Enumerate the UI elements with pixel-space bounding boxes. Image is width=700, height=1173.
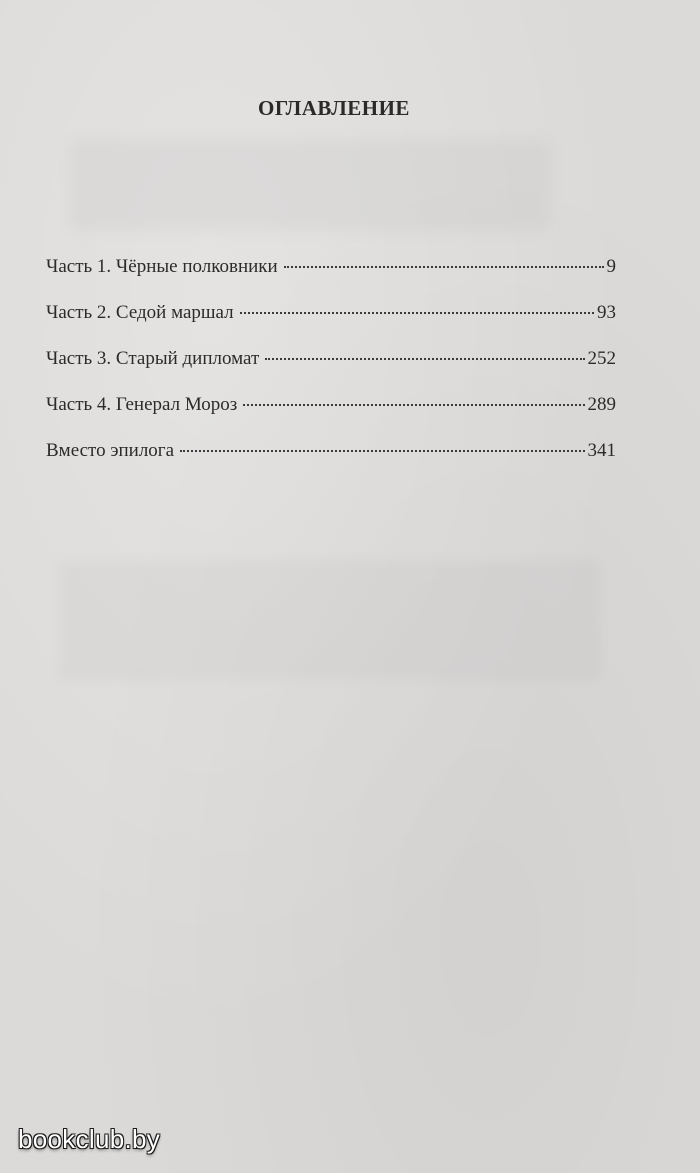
- toc-entry-label: Часть 4. Генерал Мороз: [46, 394, 238, 415]
- toc-entry-label: Часть 2. Седой маршал: [46, 302, 234, 323]
- dot-leader: [240, 312, 594, 314]
- toc-entry: [46, 440, 616, 470]
- dot-leader: [180, 450, 584, 452]
- dot-leader: [284, 266, 604, 268]
- toc-entry-page: 289: [587, 394, 616, 415]
- page-title: ОГЛАВЛЕНИЕ: [258, 96, 410, 120]
- bleed-through-shadow: [60, 560, 600, 680]
- table-of-contents: [46, 256, 616, 486]
- toc-entry-page: 252: [587, 348, 616, 369]
- toc-entry-label: Часть 3. Старый дипломат: [46, 348, 260, 369]
- toc-entry: [46, 256, 616, 286]
- toc-entry-page: 341: [587, 440, 616, 461]
- toc-entry-label: Вместо эпилога: [46, 440, 175, 461]
- toc-entry: [46, 394, 616, 424]
- toc-entry-page: 9: [606, 256, 616, 277]
- dot-leader: [243, 404, 584, 406]
- bleed-through-shadow: [70, 140, 550, 230]
- toc-entry-label: Часть 1. Чёрные полковники: [46, 256, 278, 277]
- toc-entry: [46, 348, 616, 378]
- dot-leader: [265, 358, 584, 360]
- toc-entry: [46, 302, 616, 332]
- toc-entry-page: 93: [597, 302, 616, 323]
- site-watermark: bookclub.by: [18, 1124, 161, 1154]
